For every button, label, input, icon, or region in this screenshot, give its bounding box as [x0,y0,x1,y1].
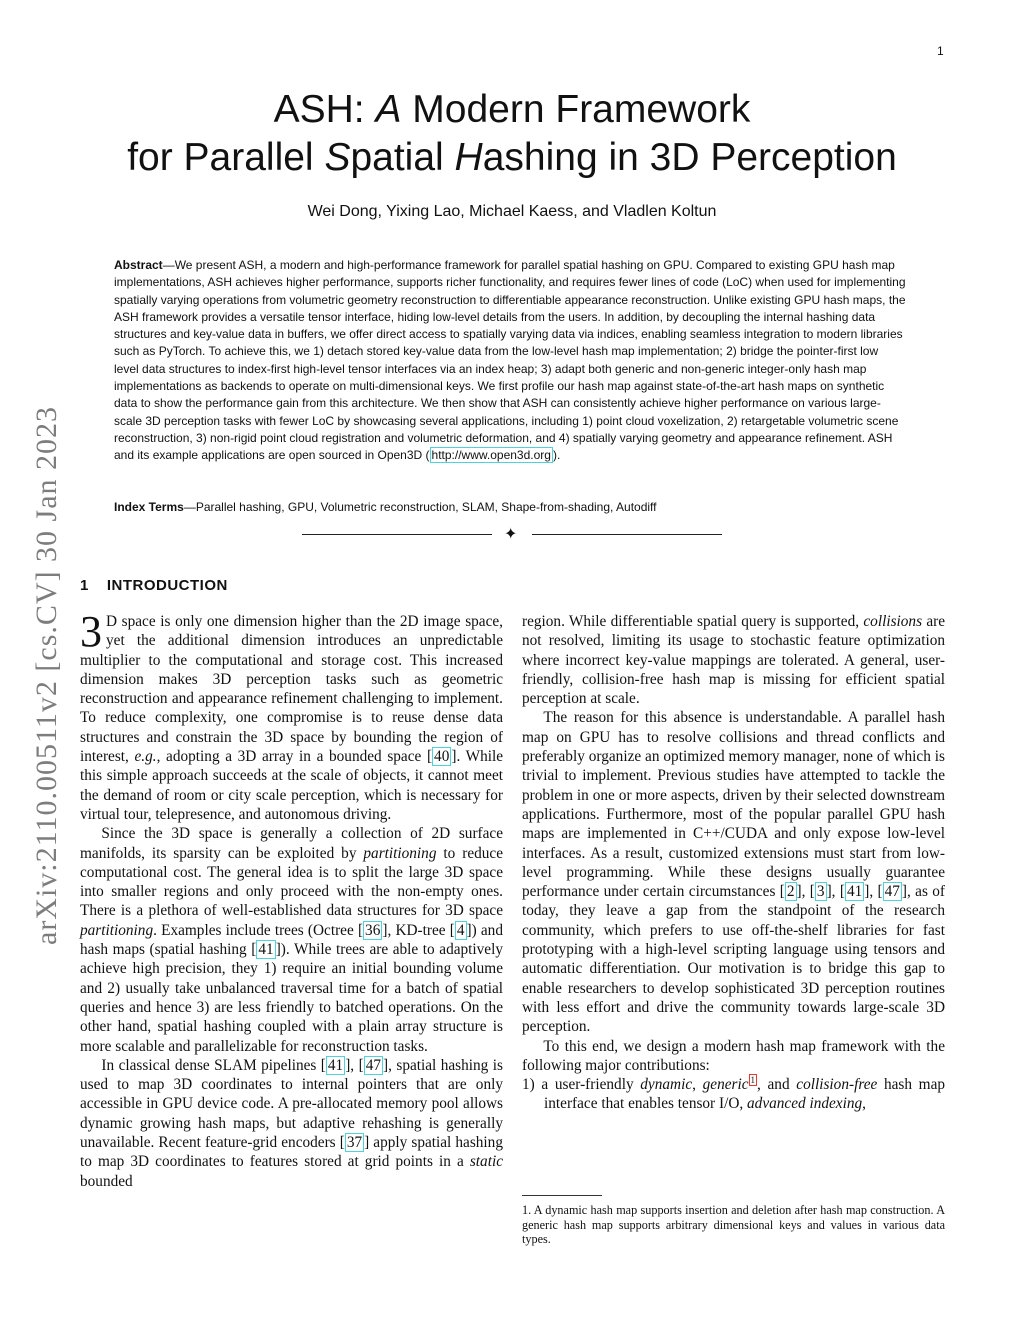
left-column [80,607,504,1191]
index-terms-text: —Parallel hashing, GPU, Volumetric reconstruction, SLAM, Shape-from-shading, Autodiff [183,500,657,514]
drop-cap: 3 [80,607,102,656]
diamond-icon: ✦ [504,524,518,543]
citation-link[interactable]: 3 [816,883,825,901]
paper-title [0,86,1024,182]
right-column [522,612,945,1114]
abstract-label: Abstract [114,258,163,272]
open3d-link[interactable]: http://www.open3d.org [431,448,551,463]
intro-paragraph-3: In classical dense SLAM pipelines [ 41 ], [ 47 ], spatial hashing is used to map 3D coordinates to internal pointers that are only accessible in GPU device code. A pre-allocated memory pool allows dynamic growing hash maps, but adaptive rehashing is generally unavailable. Recent feature-grid encoders [ 37 ] apply spatial hashing to map 3D coordinates to features stored at grid points in a static bounded [80,1056,503,1190]
footnote: 1. A dynamic hash map supports insertion and deletion after hash map construction. A generic hash map supports arbitrary dimensional keys and values in various data types. [522,1203,945,1246]
separator-right-rule [532,534,722,535]
citation-link[interactable]: 4 [456,921,465,939]
right-paragraph-2: The reason for this absence is understandable. A parallel hash map on GPU has to resolve collisions and thread conflicts and preferably organize an optimized memory manager, none of which is trivial to implement. Previous studies have attempted to tackle the problem in one or more aspects, driven by their selected downstream applications. Furthermore, most of the popular parallel GPU hash maps are implemented in C++/CUDA and only expose low-level interfaces. As a result, customized extensions must start from low-level programming. While these designs usually guarantee performance under certain circumstances [ 2 ], [ 3 ], [ 41 ], [ 47 ], as of today, they leave a gap from the standpoint of the research community, which prefers to use off-the-shelf libraries for fast prototyping with a high-level scripting language using tensors and automatic differentiation. Our motivation is to bridge this gap to enable researchers to develop sophisticated 3D perception routines with less effort and drive the community towards large-scale 3D perception. [522,709,946,1036]
citation-link[interactable]: 41 [846,883,863,901]
section-heading [80,577,228,594]
citation-link[interactable]: 37 [346,1134,363,1152]
citation-link[interactable]: 47 [365,1056,381,1074]
section-title: INTRODUCTION [106,577,228,594]
intro-paragraph-1 [80,607,504,824]
abstract-end: ). [552,448,561,463]
citation-link[interactable]: 41 [327,1056,344,1074]
citation-link[interactable]: 47 [884,883,900,901]
abstract-text: —We present ASH, a modern and high-performance framework for parallel spatial hashing on GPU. Compared to existing GPU hash map implementations, ASH achieves higher performance, supports richer functionality, and requires fewer lines of code (LoC) when used for implementing spatially varying operations from volumetric geometry reconstruction to differentiable appearance reconstruction. Unlike existing GPU hash maps, the ASH framework provides a versatile tensor interface, hiding low-level details from the users. In addition, by decoupling the internal hashing data structures and key-value data in buffers, we offer direct access to spatially varying data via indices, enabling seamless integration to modern libraries such as PyTorch. To achieve this, we 1) detach stored key-value data from the low-level hash map implementation; 2) bridge the pointer-first low level data structures to index-first high-level tensor interfaces via an index heap; 3) adapt both generic and non-generic integer-only hash map implementations as backends to operate on multi-dimensional keys. We first profile our hash map against state-of-the-art hash maps on synthetic data to show the performance gain from this architecture. We then show that ASH can consistently achieve higher performance on various large-scale 3D perception tasks with fewer LoC by showcasing several applications, including 1) point cloud voxelization, 2) retargetable volumetric scene reconstruction, 3) non-rigid point cloud registration and volumetric deformation, and 4) spatially varying geometry and appearance refinement. ASH and its example applications are open sourced in Open3D ( [114,258,906,463]
index-terms-label: Index Terms [114,500,184,514]
footnote-rule [522,1195,602,1196]
separator-left-rule [302,534,492,535]
contribution-list-item-1: 1) a user-friendly dynamic, generic $^1$ , and collision-free hash map interface that enables tensor I/O, advanced indexing, [522,1075,946,1113]
citation-link[interactable]: 2 [786,883,795,901]
citation-link[interactable]: 41 [258,941,274,959]
page-number: 1 [937,44,944,58]
citation-link[interactable]: 40 [434,748,450,766]
intro-paragraph-2: Since the 3D space is generally a collection of 2D surface manifolds, its sparsity can be exploited by partitioning to reduce computational cost. The general idea is to split the large 3D space into smaller regions and only proceed with the non-empty ones. There is a plethora of well-established data structures for 3D space partitioning. Examples include trees (Octree [ 36 ], KD-tree [ 4 ]) and hash maps (spatial hashing [ 41 ]). While trees are able to adaptively achieve high precision, they 1) require an initial bounding volume and 2) usually take unbalanced traversal time for a batch of spatial queries and hence 3) are less friendly to batched operations. On the other hand, spatial hashing coupled with a plain array structure is more scalable and parallelizable for reconstruction tasks. [80,825,503,1055]
citation-link[interactable]: 36 [365,921,381,939]
arxiv-watermark: arXiv:2110.00511v2 [cs.CV] 30 Jan 2023 [30,405,63,945]
right-paragraph-3: To this end, we design a modern hash map framework with the following major contributions: [522,1037,945,1074]
author-list: Wei Dong, Yixing Lao, Michael Kaess, and Vladlen Koltun [307,203,717,220]
index-terms [114,500,906,514]
abstract [114,257,906,465]
right-paragraph-1: region. While differentiable spatial query is supported, collisions are not resolved, limiting its usage to stochastic feature optimization where incorrect key-value mappings are tolerated. A general, user-friendly, collision-free hash map is missing for efficient spatial perception at scale. [522,613,945,708]
section-number: 1 [80,577,89,594]
intro-paragraph-1-text: D space is only one dimension higher than the 2D image space, yet the additional dimension introduces an unpredictable multiplier to the computational and storage cost. This increased dimension makes 3D perception tasks such as geometric reconstruction and appearance refinement challenging to implement. To reduce complexity, one compromise is to reuse dense data structures and constrain the 3D space by bounding the region of interest, e.g., adopting a 3D array in a bounded space [ 40 ]. While this simple approach succeeds at the scale of objects, it cannot meet the demand of room or city scale perception, which is necessary for virtual tour, telepresence, and autonomous driving. [80,613,504,823]
title-line-1: ASH: A Modern Framework [273,88,751,131]
title-line-2: for Parallel Spatial Hashing in 3D Perception [127,136,897,179]
footnote-marker[interactable]: 1 [750,1075,755,1086]
